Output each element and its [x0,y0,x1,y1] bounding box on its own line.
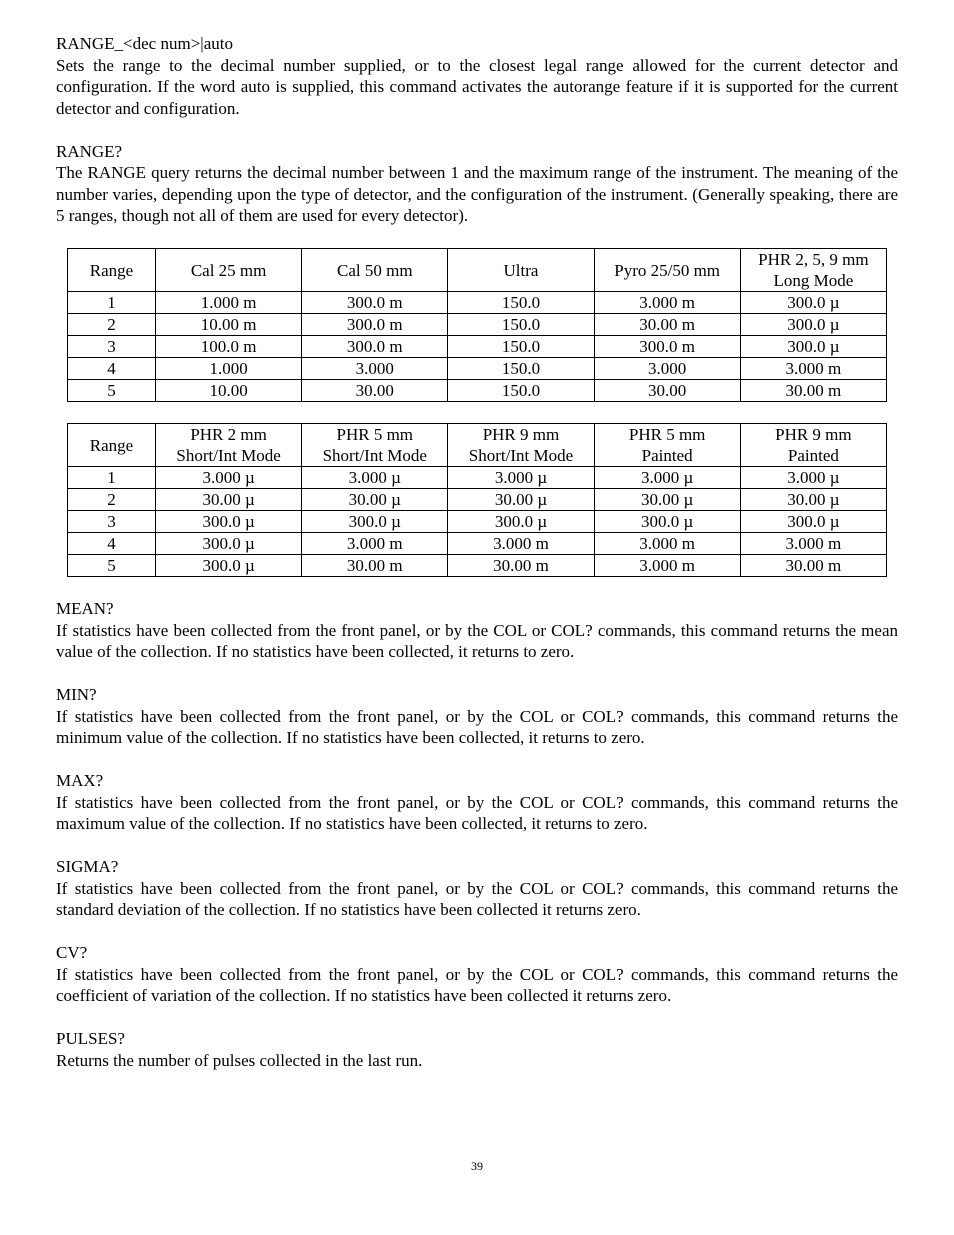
command-description: If statistics have been collected from the front panel, or by the COL or COL? commands, this command returns the standard deviation of the collection. If no statistics have been collected it returns zero. [56,878,898,919]
table-cell: 5 [68,555,156,577]
command-description: If statistics have been collected from the front panel, or by the COL or COL? commands, this command returns the mean value of the collection. If no statistics have been collected, it returns to zero. [56,620,898,661]
header-line: Range [89,260,134,280]
table-cell: 30.00 µ [156,489,302,511]
table-row [68,380,887,402]
table-cell: 300.0 µ [740,314,886,336]
table-cell: 3.000 [302,358,448,380]
range-table-2 [67,423,887,577]
range-table-1 [67,248,887,402]
command-description: If statistics have been collected from the front panel, or by the COL or COL? commands, this command returns the coefficient of variation of the collection. If no statistics have been collected it returns zero. [56,964,898,1005]
table-header-cell [448,424,594,467]
table-header-row [68,249,887,292]
command-name: CV? [56,943,88,962]
header-line: Ultra [503,260,539,280]
table-header-cell [68,249,156,292]
header-line: Short/Int Mode [468,446,574,465]
table-cell: 1 [68,292,156,314]
table-row [68,358,887,380]
command-section [56,942,898,1007]
table-cell: 300.0 m [302,314,448,336]
table-row [68,336,887,358]
command-description: If statistics have been collected from the front panel, or by the COL or COL? commands, this command returns the minimum value of the collection. If no statistics have been collected, it returns to zero. [56,706,898,747]
table-cell: 150.0 [448,358,594,380]
table-header-cell [740,424,886,467]
table-cell: 4 [68,533,156,555]
table-header-cell [594,249,740,292]
table-cell: 3.000 µ [156,467,302,489]
table-cell: 30.00 µ [448,489,594,511]
table-header-row [68,424,887,467]
table-cell: 30.00 m [302,555,448,577]
table-cell: 3.000 m [594,533,740,555]
table-cell: 300.0 µ [302,511,448,533]
table-row [68,511,887,533]
command-description: Returns the number of pulses collected in the last run. [56,1050,423,1070]
header-line: Cal 25 mm [190,260,267,280]
query-commands-list [56,598,898,1071]
table-header-cell [156,249,302,292]
table-cell: 30.00 µ [740,489,886,511]
table-header-cell [594,424,740,467]
page-number: 39 [471,1159,483,1173]
header-line: PHR 9 mm [482,425,560,444]
table-cell: 300.0 µ [156,533,302,555]
table-header-cell [302,249,448,292]
table-cell: 300.0 m [594,336,740,358]
table-cell: 3.000 µ [448,467,594,489]
table-row [68,292,887,314]
header-line: Pyro 25/50 mm [614,260,721,280]
command-name: SIGMA? [56,857,119,876]
table-header-cell [156,424,302,467]
table-cell: 3.000 m [448,533,594,555]
command-section [56,598,898,663]
header-line: Short/Int Mode [322,446,427,465]
table-row [68,533,887,555]
table-cell: 3.000 m [594,555,740,577]
command-section [56,684,898,749]
table-cell: 30.00 µ [594,489,740,511]
table-cell: 3.000 m [740,533,886,555]
table-cell: 3.000 m [302,533,448,555]
table-cell: 10.00 [156,380,302,402]
table-cell: 5 [68,380,156,402]
header-line: Painted [787,446,839,465]
command-description: If statistics have been collected from the front panel, or by the COL or COL? commands, this command returns the maximum value of the collection. If no statistics have been collected, it returns to zero. [56,792,898,833]
header-line: PHR 5 mm [336,425,414,444]
table-header-cell [448,249,594,292]
table-cell: 1.000 [156,358,302,380]
header-line: PHR 5 mm [628,425,706,444]
table-header-cell [302,424,448,467]
table-cell: 300.0 µ [594,511,740,533]
table-cell: 30.00 µ [302,489,448,511]
table-cell: 3.000 m [594,292,740,314]
table-row [68,314,887,336]
table-cell: 2 [68,489,156,511]
table-cell: 100.0 m [156,336,302,358]
table-cell: 300.0 µ [740,511,886,533]
table-cell: 1.000 m [156,292,302,314]
command-section [56,770,898,835]
table-row [68,555,887,577]
header-line: Painted [641,446,693,465]
table-cell: 300.0 µ [448,511,594,533]
table-cell: 30.00 m [740,555,886,577]
table-cell: 3.000 µ [302,467,448,489]
table-row [68,489,887,511]
command-name: MIN? [56,685,97,704]
table-cell: 30.00 [302,380,448,402]
header-line: Cal 50 mm [337,260,413,280]
table-cell: 30.00 m [594,314,740,336]
table-cell: 3.000 µ [594,467,740,489]
table-cell: 150.0 [448,292,594,314]
header-line: Short/Int Mode [176,446,281,465]
table-cell: 10.00 m [156,314,302,336]
command-name: PULSES? [56,1029,125,1048]
table-cell: 1 [68,467,156,489]
header-line: PHR 2 mm [190,425,267,444]
header-line: PHR 9 mm [775,425,852,444]
table-cell: 3.000 [594,358,740,380]
table-cell: 4 [68,358,156,380]
command-name: MAX? [56,771,104,790]
table-cell: 150.0 [448,314,594,336]
table-cell: 3.000 µ [740,467,886,489]
command-section [56,1028,898,1071]
table-cell: 150.0 [448,336,594,358]
header-line: Long Mode [773,271,854,290]
table-cell: 30.00 m [448,555,594,577]
table-cell: 300.0 m [302,336,448,358]
table-cell: 3 [68,511,156,533]
command-section [56,856,898,921]
range-query-description: The RANGE query returns the decimal number between 1 and the maximum range of the instrument. The meaning of the number varies, depending upon the type of detector, and the configuration of the instrument. (Generally speaking, there are 5 ranges, though not all of them are used for every detector). [56,163,898,225]
command-name: MEAN? [56,599,114,618]
table-header-cell [740,249,886,292]
table-cell: 300.0 µ [156,511,302,533]
range-set-section [56,33,898,119]
table-cell: 30.00 m [740,380,886,402]
table-cell: 300.0 µ [740,292,886,314]
table-cell: 150.0 [448,380,594,402]
range-set-command: RANGE_<dec num>|auto [56,34,233,53]
table-cell: 30.00 [594,380,740,402]
table-cell: 300.0 m [302,292,448,314]
document-page [56,33,898,1093]
range-query-section [56,141,898,227]
range-set-description: Sets the range to the decimal number supplied, or to the closest legal range allowed for the current detector and configuration. If the word auto is supplied, this command activates the autorange feature if it is supported for the current detector and configuration. [56,55,898,118]
table-cell: 300.0 µ [740,336,886,358]
table-cell: 2 [68,314,156,336]
header-line: PHR 2, 5, 9 mm [758,250,869,269]
table-header-cell [68,424,156,467]
range-query-command: RANGE? [56,141,123,161]
table-row [68,467,887,489]
table-cell: 300.0 µ [156,555,302,577]
table-cell: 3 [68,336,156,358]
table-cell: 3.000 m [740,358,886,380]
header-line: Range [89,435,134,455]
